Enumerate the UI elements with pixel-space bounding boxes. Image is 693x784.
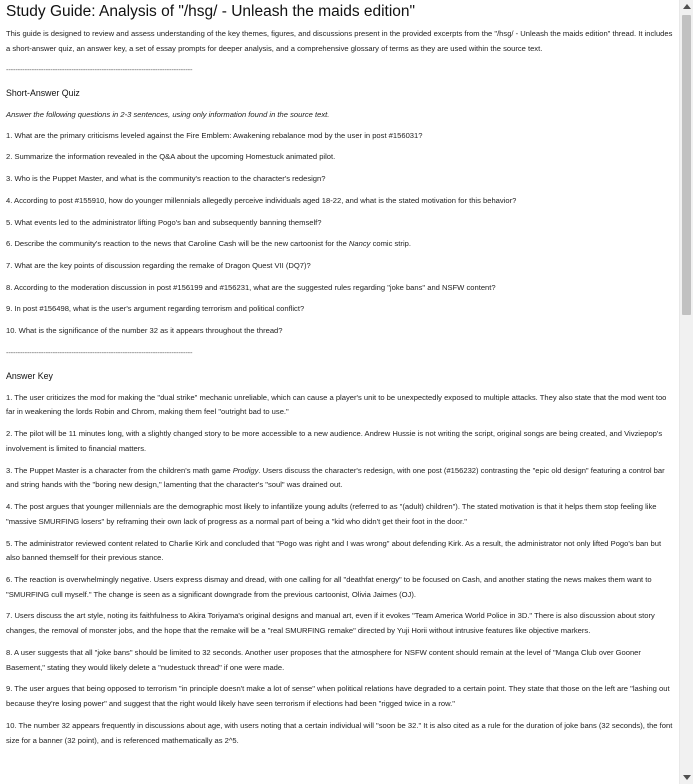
quiz-question: 10. What is the significance of the number 32 as it appears throughout the thread? [6,325,283,335]
answer-item: 2. The pilot will be 11 minutes long, with a slightly changed story to be more accessible to a new audience. Andrew Hussie is not writing the script, original songs are being created, and Vivziepop's involvement is limited to financial matters. [6,429,663,453]
quiz-question: 2. Summarize the information revealed in the Q&A about the upcoming Homestuck animated pilot. [6,152,336,162]
question-text: comic strip. [370,239,411,249]
section-divider: -------------------------------------------------------------------------------- [6,347,193,357]
answer-key-heading: Answer Key [6,370,53,381]
answer-item: 1. The user criticizes the mod for making the "dual strike" mechanic unreliable, which can cause a player's unit to be unexpectedly exposed to multiple attacks. They also state that the mod went too far in weakening the lords Robin and Chrom, making them feel "outright bad to use." [6,392,667,417]
scroll-down-arrow-icon[interactable] [683,775,691,780]
document-title: Study Guide: Analysis of "/hsg/ - Unleash the maids edition" [6,3,416,20]
vertical-scrollbar[interactable] [679,0,693,784]
comic-title: Nancy [348,239,371,249]
answer-item: 5. The administrator reviewed content related to Charlie Kirk and concluded that "Pogo was right and I was wrong" about defending Kirk. As a result, the administrator not only lifted Pogo's ban but also banned themself for their previous stance. [6,538,662,563]
scroll-up-arrow-icon[interactable] [683,4,691,9]
quiz-question: 8. According to the moderation discussion in post #156199 and #156231, what are the suggested rules regarding "joke bans" and NSFW content? [6,282,496,292]
answer-item: 8. A user suggests that all "joke bans" should be limited to 32 seconds. Another user proposes that the atmosphere for NSFW content should remain at the level of "Manga Club over Gooner Basement," stating they would likely delete a "nudestuck thread" if one were made. [6,647,641,672]
quiz-question: 4. According to post #155910, how do younger millennials allegedly perceive individuals aged 18-22, and what is the stated motivation for this behavior? [6,195,517,205]
answer-item [6,464,673,493]
quiz-question [6,237,673,252]
answer-text: 3. The Puppet Master is a character from the children's math game [6,465,233,475]
answer-text: . Users discuss the character's redesign, with one post (#156232) contrasting the "epic old design" featuring a control bar and string hands with the "boring new design," lamenting that the character's "soul" was drained out. [6,465,665,490]
quiz-heading: Short-Answer Quiz [6,88,80,99]
quiz-question: 7. What are the key points of discussion regarding the remake of Dragon Quest VII (DQ7)? [6,260,311,270]
quiz-question: 5. What events led to the administrator lifting Pogo's ban and subsequently banning themself? [6,217,322,227]
quiz-question: 1. What are the primary criticisms leveled against the Fire Emblem: Awakening rebalance mod by the user in post #156031? [6,130,423,140]
quiz-question: 3. Who is the Puppet Master, and what is the community's reaction to the character's redesign? [6,174,326,184]
answer-item: 6. The reaction is overwhelmingly negative. Users express dismay and dread, with one calling for all "deathfat energy" to be focused on Cash, and another stating the news makes them want to "SMURFING cull myself." The change is seen as a significant downgrade from the previous cartoonist, Olivia Jaimes (OJ). [6,574,652,599]
answer-item: 4. The post argues that younger millennials are the demographic most likely to infantilize young adults (referred to as "(adult) children"). The stated motivation is that it helps them stop feeling like "massive SMURFING losers" by reframing their own lack of progress as a normal part of being a "kid who didn't get their foot in the door." [6,502,657,526]
answer-item: 9. The user argues that being opposed to terrorism "in principle doesn't make a lot of sense" when political relations have degraded to a certain point. They state that those on the left are "lashing out because they're losing power" and suggest that the right would likely have seen terrorism if elections had been "rigged twice in a row." [6,684,670,709]
question-text: 6. Describe the community's reaction to the news that Caroline Cash will be the new cartoonist for the [6,239,349,249]
scrollbar-thumb[interactable] [682,15,691,315]
answer-item: 10. The number 32 appears frequently in discussions about age, with users noting that a certain individual will "soon be 32." It is also cited as a rule for the duration of joke bans (32 seconds), the font size for a banner (32 point), and is referenced mathematically as 2^5. [6,720,673,745]
intro-paragraph: This guide is designed to review and assess understanding of the key themes, figures, and discussions present in the provided excerpts from the "/hsg/ - Unleash the maids edition" thread. It includes a short-answer quiz, an answer key, a set of essay prompts for deeper analysis, and a comprehensive glossary of terms as they are used within the source text. [6,29,673,53]
quiz-instructions: Answer the following questions in 2-3 sentences, using only information found in the source text. [6,110,330,120]
game-title: Prodigy [232,465,259,475]
section-divider: -------------------------------------------------------------------------------- [6,65,193,75]
answer-item: 7. Users discuss the art style, noting its faithfulness to Akira Toriyama's original designs and manual art, even if it evokes "Team America World Police in 3D." There is also discussion about story changes, the removal of monster jobs, and the hope that the remake will be a "real SMURFING remake" directed by Yuji Horii without intrusive features like objective markers. [6,611,655,636]
quiz-question: 9. In post #156498, what is the user's argument regarding terrorism and political conflict? [6,304,305,314]
